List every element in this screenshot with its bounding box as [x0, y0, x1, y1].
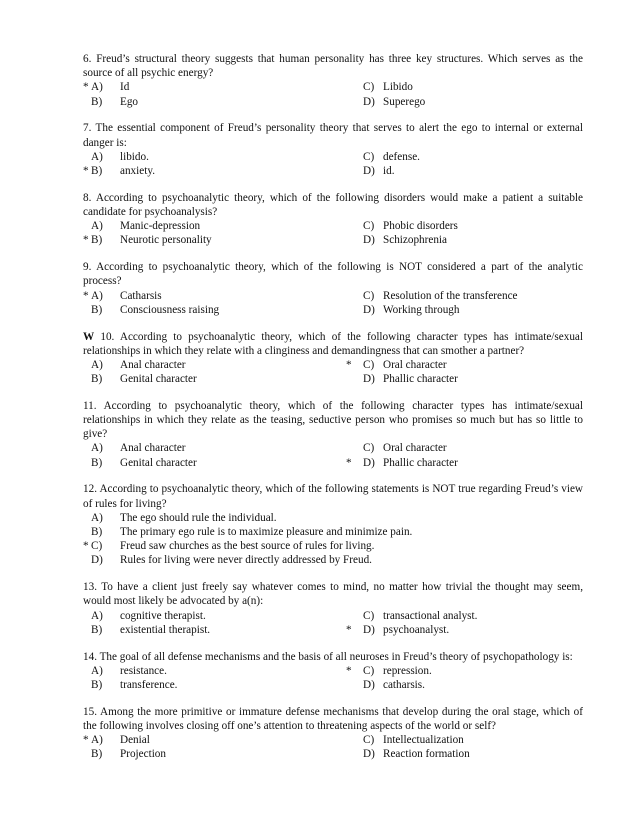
option-text: Anal character [120, 442, 186, 455]
option-text: Denial [120, 734, 150, 747]
option-text: Id [120, 81, 130, 94]
option-label [83, 733, 113, 747]
answer-option [333, 80, 583, 94]
answer-options [83, 441, 583, 469]
option-label [355, 456, 385, 470]
option-label [355, 233, 385, 247]
question-stem-text: 11. According to psychoanalytic theory, which of the following character types has intimate/sexual relationships in which they relate as the teasing, seductive person who promises so much but has so little to give? [83, 399, 583, 441]
option-text: cognitive therapist. [120, 609, 206, 622]
answer-option [333, 219, 583, 233]
option-letter: B) [91, 748, 103, 761]
answer-option [83, 456, 333, 470]
option-text: transference. [120, 678, 178, 691]
exam-page [83, 52, 583, 774]
option-label [83, 539, 113, 553]
option-text: psychoanalyst. [383, 623, 450, 636]
option-label [355, 372, 385, 386]
option-label [355, 219, 385, 233]
option-label [83, 553, 113, 567]
option-label [83, 623, 113, 637]
option-label [355, 164, 385, 178]
option-label [83, 303, 113, 317]
answer-options [83, 358, 583, 386]
option-text: Phallic character [383, 373, 458, 386]
option-text: anxiety. [120, 164, 155, 177]
option-text: repression. [383, 664, 432, 677]
answer-option [333, 358, 583, 372]
question-stem [83, 121, 583, 149]
question-stem [83, 330, 583, 358]
question-stem [83, 52, 583, 80]
option-text: existential therapist. [120, 623, 211, 636]
option-text: Neurotic personality [120, 234, 212, 247]
option-label [83, 95, 113, 109]
option-label [355, 609, 385, 623]
correct-answer-marker: * [346, 623, 352, 636]
option-letter: B) [91, 373, 103, 386]
correct-answer-marker: * [83, 234, 89, 247]
answer-option [83, 539, 583, 553]
option-label [355, 289, 385, 303]
option-label [83, 289, 113, 303]
answer-option [83, 511, 583, 525]
option-text: Anal character [120, 358, 186, 371]
option-letter: C) [363, 81, 375, 94]
option-label [83, 678, 113, 692]
option-text: Superego [383, 95, 426, 108]
option-text: Intellectualization [383, 734, 464, 747]
correct-answer-marker: * [83, 540, 89, 553]
answer-option [83, 289, 333, 303]
question-block [83, 52, 583, 109]
option-text: Rules for living were never directly addressed by Freud. [120, 554, 372, 567]
option-label [83, 372, 113, 386]
option-letter: C) [363, 220, 375, 233]
option-text: Resolution of the transference [383, 289, 518, 302]
option-label [355, 150, 385, 164]
answer-option [83, 678, 333, 692]
question-stem-text: 8. According to psychoanalytic theory, which of the following disorders would make a patient a suitable candidate for psychoanalysis? [83, 191, 583, 218]
option-letter: C) [363, 289, 375, 302]
question-block [83, 580, 583, 637]
answer-option [83, 623, 333, 637]
question-block [83, 650, 583, 693]
option-letter: C) [363, 150, 375, 163]
answer-option [83, 150, 333, 164]
option-text: resistance. [120, 664, 167, 677]
answer-option [83, 733, 333, 747]
option-letter: A) [91, 442, 103, 455]
option-label [83, 664, 113, 678]
option-letter: D) [363, 623, 375, 636]
answer-option [333, 456, 583, 470]
option-letter: D) [363, 234, 375, 247]
option-letter: B) [91, 678, 103, 691]
answer-options [83, 511, 583, 568]
option-letter: D) [363, 748, 375, 761]
option-letter: B) [91, 456, 103, 469]
question-block [83, 330, 583, 387]
answer-option [83, 747, 333, 761]
option-label [83, 164, 113, 178]
correct-answer-marker: * [83, 734, 89, 747]
option-text: Oral character [383, 442, 447, 455]
question-block [83, 260, 583, 317]
option-letter: B) [91, 95, 103, 108]
correct-answer-marker: * [346, 664, 352, 677]
option-letter: D) [363, 678, 375, 691]
question-stem-text: 15. Among the more primitive or immature defense mechanisms that develop during the oral stage, which of the following involves closing off one’s attention to threatening aspects of the world or self? [83, 705, 583, 732]
option-text: Working through [383, 303, 460, 316]
option-text: Phobic disorders [383, 220, 458, 233]
option-label [83, 609, 113, 623]
option-letter: D) [363, 303, 375, 316]
correct-answer-marker: * [346, 456, 352, 469]
answer-option [83, 553, 583, 567]
option-label [83, 233, 113, 247]
option-letter: A) [91, 81, 103, 94]
option-letter: C) [91, 540, 103, 553]
option-label [83, 441, 113, 455]
option-text: Schizophrenia [383, 234, 447, 247]
option-letter: A) [91, 664, 103, 677]
option-text: Oral character [383, 358, 447, 371]
answer-options [83, 80, 583, 108]
option-label [355, 95, 385, 109]
answer-options [83, 733, 583, 761]
option-letter: A) [91, 609, 103, 622]
answer-option [333, 164, 583, 178]
answer-option [333, 441, 583, 455]
option-text: The ego should rule the individual. [120, 511, 277, 524]
question-stem-text: 9. According to psychoanalytic theory, which of the following is NOT considered a part of the analytic process? [83, 261, 583, 288]
question-stem [83, 650, 583, 664]
option-letter: D) [363, 373, 375, 386]
option-label [83, 456, 113, 470]
option-text: Ego [120, 95, 139, 108]
option-text: Manic-depression [120, 220, 201, 233]
correct-answer-marker: * [83, 81, 89, 94]
answer-option [83, 525, 583, 539]
option-text: The primary ego rule is to maximize pleasure and minimize pain. [120, 526, 413, 539]
option-letter: A) [91, 150, 103, 163]
answer-options [83, 609, 583, 637]
option-letter: C) [363, 609, 375, 622]
answer-option [333, 664, 583, 678]
option-text: Libido [383, 81, 413, 94]
answer-option [333, 303, 583, 317]
question-block [83, 705, 583, 762]
option-label [355, 441, 385, 455]
option-letter: A) [91, 358, 103, 371]
correct-answer-marker: * [83, 289, 89, 302]
option-label [355, 623, 385, 637]
answer-option [333, 150, 583, 164]
option-label [83, 747, 113, 761]
answer-option [83, 219, 333, 233]
option-label [355, 678, 385, 692]
question-stem-text: 6. Freud’s structural theory suggests that human personality has three key structures. Which serves as the source of all psychic energy? [83, 53, 583, 80]
question-block [83, 191, 583, 248]
answer-option [333, 747, 583, 761]
answer-option [83, 358, 333, 372]
correct-answer-marker: * [83, 164, 89, 177]
option-letter: A) [91, 220, 103, 233]
option-letter: D) [91, 554, 103, 567]
answer-option [333, 233, 583, 247]
option-label [355, 303, 385, 317]
option-letter: B) [91, 623, 103, 636]
correct-answer-marker: * [346, 358, 352, 371]
option-letter: D) [363, 456, 375, 469]
option-label [355, 358, 385, 372]
answer-option [83, 80, 333, 94]
option-label [355, 747, 385, 761]
option-letter: D) [363, 95, 375, 108]
answer-option [83, 609, 333, 623]
answer-option [333, 678, 583, 692]
option-label [83, 511, 113, 525]
option-text: catharsis. [383, 678, 425, 691]
answer-option [333, 609, 583, 623]
option-letter: C) [363, 734, 375, 747]
question-stem-text: 7. The essential component of Freud’s personality theory that serves to alert the ego to internal or external danger is: [83, 122, 583, 149]
option-text: Genital character [120, 373, 197, 386]
option-letter: C) [363, 358, 375, 371]
option-text: Consciousness raising [120, 303, 220, 316]
option-label [83, 358, 113, 372]
option-text: Freud saw churches as the best source of rules for living. [120, 540, 375, 553]
question-stem [83, 260, 583, 288]
option-label [83, 219, 113, 233]
option-text: Catharsis [120, 289, 162, 302]
option-letter: D) [363, 164, 375, 177]
question-flag: W [83, 330, 95, 343]
answer-option [83, 303, 333, 317]
answer-option [83, 95, 333, 109]
option-text: transactional analyst. [383, 609, 478, 622]
answer-option [83, 164, 333, 178]
option-label [355, 733, 385, 747]
option-text: Projection [120, 748, 166, 761]
question-stem-text: 13. To have a client just freely say whatever comes to mind, no matter how trivial the thought may seem, would most likely be advocated by a(n): [83, 581, 583, 608]
option-label [83, 525, 113, 539]
answer-options [83, 664, 583, 692]
question-block [83, 121, 583, 178]
option-label [83, 80, 113, 94]
answer-options [83, 150, 583, 178]
answer-option [333, 95, 583, 109]
answer-option [333, 623, 583, 637]
question-stem [83, 580, 583, 608]
option-label [83, 150, 113, 164]
answer-options [83, 289, 583, 317]
answer-option [333, 733, 583, 747]
option-letter: B) [91, 164, 103, 177]
question-block [83, 482, 583, 567]
option-text: libido. [120, 150, 149, 163]
answer-option [83, 372, 333, 386]
question-stem-text: 14. The goal of all defense mechanisms and the basis of all neuroses in Freud’s theory of psychopathology is: [83, 650, 573, 663]
option-text: Reaction formation [383, 748, 470, 761]
option-label [355, 664, 385, 678]
option-text: Genital character [120, 456, 197, 469]
answer-option [333, 289, 583, 303]
option-letter: C) [363, 664, 375, 677]
question-stem-text: 10. According to psychoanalytic theory, which of the following character types has intimate/sexual relationships in which they relate with a clinginess and demandingness that can smother a partner? [83, 330, 583, 357]
option-letter: B) [91, 303, 103, 316]
question-stem [83, 482, 583, 510]
answer-option [333, 372, 583, 386]
answer-option [83, 664, 333, 678]
option-label [355, 80, 385, 94]
option-letter: B) [91, 234, 103, 247]
option-letter: A) [91, 734, 103, 747]
question-stem [83, 399, 583, 442]
question-block [83, 399, 583, 470]
option-letter: C) [363, 442, 375, 455]
answer-option [83, 233, 333, 247]
option-letter: B) [91, 526, 103, 539]
option-letter: A) [91, 289, 103, 302]
option-text: Phallic character [383, 456, 458, 469]
option-text: defense. [383, 150, 420, 163]
option-letter: A) [91, 511, 103, 524]
question-stem-text: 12. According to psychoanalytic theory, which of the following statements is NOT true regarding Freud’s view of rules for living? [83, 483, 583, 510]
option-text: id. [383, 164, 395, 177]
question-stem [83, 705, 583, 733]
answer-option [83, 441, 333, 455]
answer-options [83, 219, 583, 247]
question-stem [83, 191, 583, 219]
